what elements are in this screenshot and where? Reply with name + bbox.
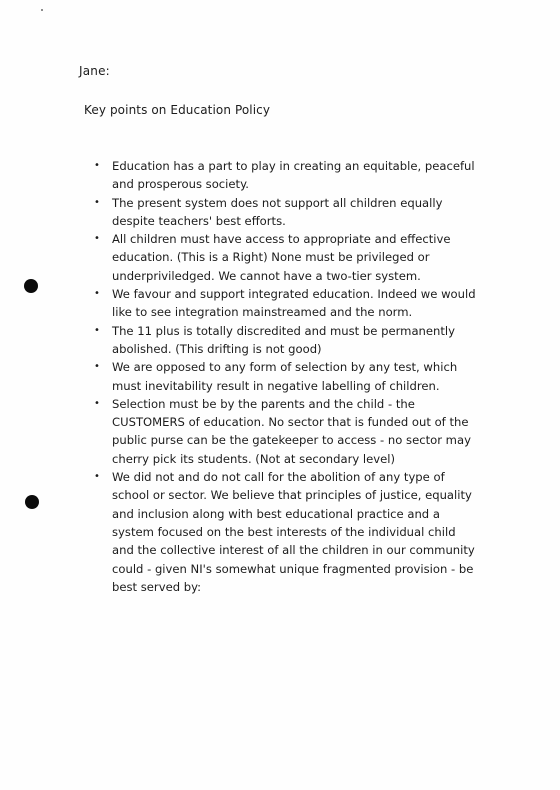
bullet-icon: • <box>94 361 100 373</box>
list-item <box>94 285 479 322</box>
bullet-icon: • <box>94 324 100 336</box>
point-text: We did not and do not call for the abolition of any type of school or sector. We believe that principles of justice, equality and inclusion along with best educational practice and a system focused on the best interests of the individual child and the collective interest of all the children in our community could - given NI's somewhat unique fragmented provision - be best served by: <box>112 470 475 594</box>
point-text: We favour and support integrated education. Indeed we would like to see integration mainstreamed and the norm. <box>112 287 476 320</box>
list-item <box>94 157 479 194</box>
point-text: The 11 plus is totally discredited and must be permanently abolished. (This drifting is not good) <box>112 323 456 356</box>
point-text: Selection must be by the parents and the child - the CUSTOMERS of education. No sector that is funded out of the public purse can be the gatekeeper to access - no sector may cherry pick its students. (Not at secondary level) <box>112 396 471 466</box>
list-item <box>94 468 479 596</box>
list-item <box>94 230 479 285</box>
bullet-icon: • <box>94 471 100 483</box>
salutation: Jane: <box>79 64 110 78</box>
point-text: Education has a part to play in creating an equitable, peaceful and prosperous society. <box>112 159 475 192</box>
bullet-icon: • <box>94 397 100 409</box>
list-item <box>94 322 479 359</box>
punch-hole-bottom <box>25 495 39 509</box>
point-text: The present system does not support all children equally despite teachers' best efforts. <box>112 195 443 228</box>
bullet-icon: • <box>94 288 100 300</box>
scan-speck <box>41 9 43 11</box>
document-title: Key points on Education Policy <box>84 103 271 117</box>
list-item <box>94 358 479 395</box>
list-item <box>94 395 479 468</box>
bullet-icon: • <box>94 160 100 171</box>
key-points-list <box>94 157 479 596</box>
bullet-icon: • <box>94 233 100 245</box>
list-item <box>94 194 479 231</box>
punch-hole-top <box>24 279 38 293</box>
point-text: All children must have access to appropriate and effective education. (This is a Right) None must be privileged or underpriviledged. We cannot have a two-tier system. <box>112 232 451 283</box>
bullet-icon: • <box>94 196 100 208</box>
point-text: We are opposed to any form of selection by any test, which must inevitability result in negative labelling of children. <box>112 360 458 393</box>
